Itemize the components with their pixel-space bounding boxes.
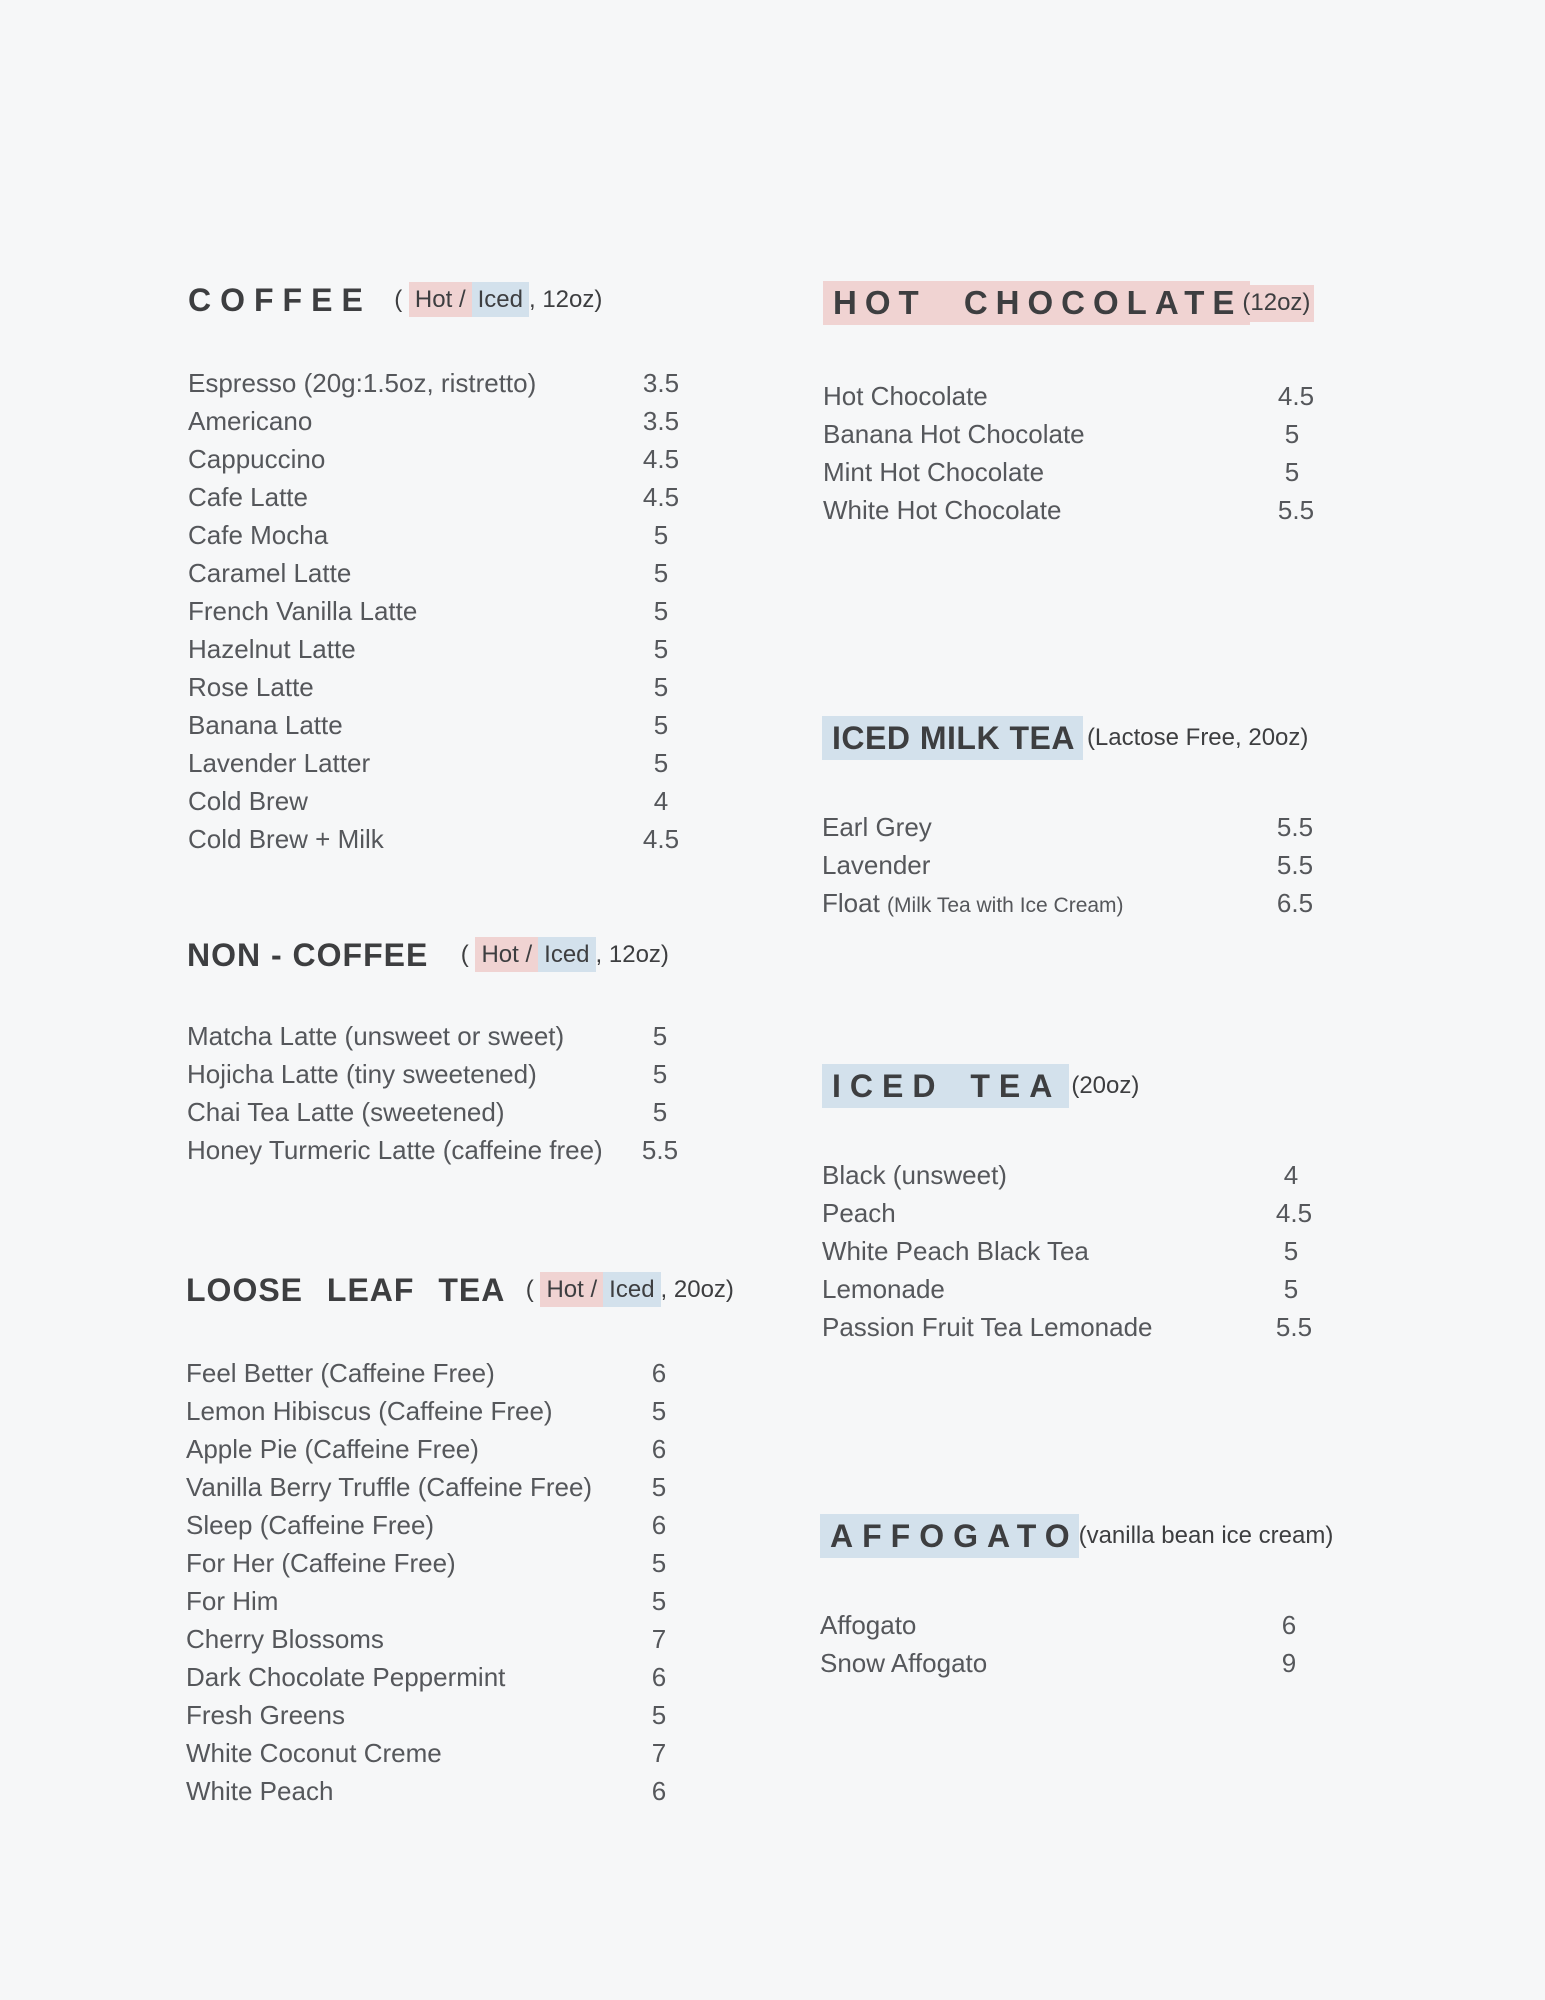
menu-item: Rose Latte 5 <box>188 672 669 702</box>
non-coffee-note: ( Hot / Iced , 12oz) <box>461 941 669 969</box>
menu-item: Dark Chocolate Peppermint 6 <box>186 1662 667 1692</box>
menu-item: Float (Milk Tea with Ice Cream) 6.5 <box>822 888 1314 918</box>
iced-milk-tea-heading <box>822 716 1382 760</box>
menu-item: White Hot Chocolate 5.5 <box>823 495 1315 525</box>
menu-item: Chai Tea Latte (sweetened) 5 <box>187 1097 668 1127</box>
loose-leaf-tea-heading <box>186 1268 734 1312</box>
non-coffee-section <box>187 933 727 1169</box>
iced-milk-tea-items <box>822 808 1382 922</box>
coffee-heading <box>188 278 728 322</box>
menu-item: White Coconut Creme 7 <box>186 1738 667 1768</box>
iced-tea-heading <box>822 1064 1382 1108</box>
menu-item: Matcha Latte (unsweet or sweet) 5 <box>187 1021 668 1051</box>
menu-item: Hazelnut Latte 5 <box>188 634 669 664</box>
menu-item: Americano 3.5 <box>188 406 680 436</box>
affogato-items <box>820 1606 1380 1682</box>
menu-item: Cold Brew + Milk 4.5 <box>188 824 680 854</box>
menu-item: Affogato 6 <box>820 1610 1297 1640</box>
menu-item: Cafe Latte 4.5 <box>188 482 680 512</box>
non-coffee-heading <box>187 933 727 977</box>
iced-tea-title: ICED TEA <box>822 1064 1069 1108</box>
menu-item: Passion Fruit Tea Lemonade 5.5 <box>822 1312 1313 1342</box>
iced-milk-tea-section <box>822 716 1382 922</box>
menu-item: Peach 4.5 <box>822 1198 1313 1228</box>
iced-tag: Iced <box>472 282 529 317</box>
loose-leaf-tea-title: LOOSE LEAF TEA <box>186 1272 506 1308</box>
menu-item: Cafe Mocha 5 <box>188 520 669 550</box>
affogato-note: (vanilla bean ice cream) <box>1078 1522 1334 1549</box>
non-coffee-title: NON - COFFEE <box>187 937 429 973</box>
affogato-title: AFFOGATO <box>820 1514 1079 1558</box>
coffee-section <box>188 278 728 858</box>
loose-leaf-tea-note: ( Hot / Iced , 20oz) <box>526 1276 734 1304</box>
iced-milk-tea-note: (Lactose Free, 20oz) <box>1086 724 1309 751</box>
loose-leaf-tea-items <box>186 1354 726 1810</box>
affogato-heading <box>820 1514 1380 1558</box>
menu-item: Sleep (Caffeine Free) 6 <box>186 1510 667 1540</box>
menu-item: Snow Affogato 9 <box>820 1648 1297 1678</box>
menu-item: Mint Hot Chocolate 5 <box>823 457 1300 487</box>
menu-item: Vanilla Berry Truffle (Caffeine Free) 5 <box>186 1472 667 1502</box>
menu-item: French Vanilla Latte 5 <box>188 596 669 626</box>
menu-item: Honey Turmeric Latte (caffeine free) 5.5 <box>187 1135 679 1165</box>
menu-item: White Peach 6 <box>186 1776 667 1806</box>
menu-item: Lemonade 5 <box>822 1274 1299 1304</box>
iced-tea-section <box>822 1064 1382 1346</box>
menu-item: Fresh Greens 5 <box>186 1700 667 1730</box>
coffee-items <box>188 364 728 858</box>
hot-tag: Hot / <box>409 282 472 317</box>
iced-milk-tea-title: ICED MILK TEA <box>822 716 1083 760</box>
menu-item: Cherry Blossoms 7 <box>186 1624 667 1654</box>
hot-chocolate-title: HOT CHOCOLATE <box>823 281 1250 325</box>
menu-item: Lemon Hibiscus (Caffeine Free) 5 <box>186 1396 667 1426</box>
menu-item: Feel Better (Caffeine Free) 6 <box>186 1358 667 1388</box>
menu-item: Apple Pie (Caffeine Free) 6 <box>186 1434 667 1464</box>
coffee-title: COFFEE <box>188 282 372 318</box>
menu-item: Espresso (20g:1.5oz, ristretto) 3.5 <box>188 368 680 398</box>
menu-item: Cappuccino 4.5 <box>188 444 680 474</box>
menu-item: White Peach Black Tea 5 <box>822 1236 1299 1266</box>
hot-chocolate-items <box>823 377 1383 529</box>
hot-tag: Hot / <box>475 937 538 972</box>
menu-item: Hot Chocolate 4.5 <box>823 381 1315 411</box>
menu-item: Banana Latte 5 <box>188 710 669 740</box>
menu-item: Earl Grey 5.5 <box>822 812 1314 842</box>
iced-tag: Iced <box>538 937 595 972</box>
hot-chocolate-heading <box>823 281 1383 325</box>
iced-tea-items <box>822 1156 1382 1346</box>
menu-item: Lavender Latter 5 <box>188 748 669 778</box>
menu-item: Black (unsweet) 4 <box>822 1160 1299 1190</box>
iced-tea-note: (20oz) <box>1071 1072 1140 1099</box>
menu-item: Caramel Latte 5 <box>188 558 669 588</box>
affogato-section <box>820 1514 1380 1682</box>
menu-item: For Him 5 <box>186 1586 667 1616</box>
menu-item: Lavender 5.5 <box>822 850 1314 880</box>
iced-tag: Iced <box>603 1272 660 1307</box>
menu-item: Banana Hot Chocolate 5 <box>823 419 1300 449</box>
non-coffee-items <box>187 1017 727 1169</box>
hot-chocolate-note: (12oz) <box>1242 285 1314 322</box>
hot-chocolate-section <box>823 281 1383 529</box>
loose-leaf-tea-section <box>186 1268 734 1810</box>
hot-tag: Hot / <box>540 1272 603 1307</box>
coffee-note: ( Hot / Iced , 12oz) <box>394 286 602 314</box>
menu-item: Cold Brew 4 <box>188 786 669 816</box>
menu-item: For Her (Caffeine Free) 5 <box>186 1548 667 1578</box>
menu-item: Hojicha Latte (tiny sweetened) 5 <box>187 1059 668 1089</box>
